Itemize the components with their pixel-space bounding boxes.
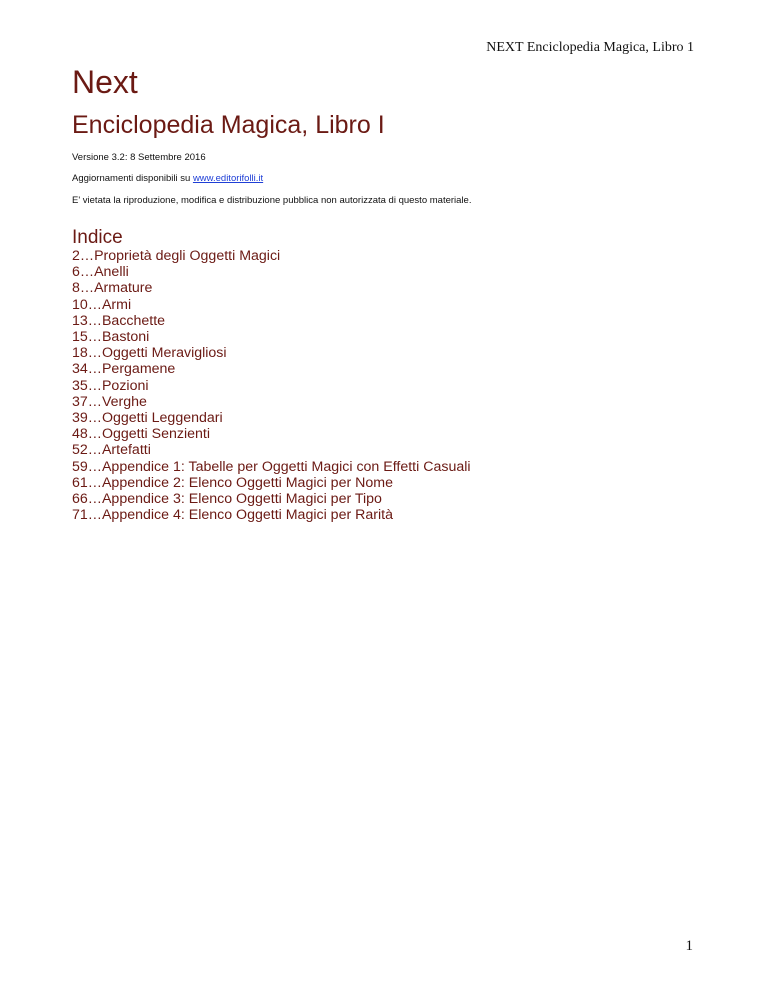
toc-entry[interactable]: [72, 426, 471, 442]
toc-entry-sep: …: [87, 329, 102, 346]
toc-entry-page: 18: [72, 345, 88, 362]
toc-entry-page: 13: [72, 312, 88, 329]
toc-entry-title: Appendice 4: Elenco Oggetti Magici per Rarità: [101, 507, 393, 524]
toc-entry-sep: …: [79, 248, 95, 264]
toc-entry[interactable]: [72, 394, 471, 410]
toc-entry-sep: …: [87, 442, 102, 459]
copyright-notice: E' vietata la riproduzione, modifica e distribuzione pubblica non autorizzata di questo materiale.: [72, 195, 472, 206]
toc-entry-sep: …: [87, 474, 102, 491]
toc-entry-title: Armi: [101, 296, 132, 313]
toc-entry-page: 39: [72, 410, 88, 427]
toc-entry-title: Anelli: [94, 264, 129, 281]
toc-entry-page: 34: [72, 361, 88, 378]
toc-entry-sep: …: [87, 458, 102, 475]
toc-entry-page: 66: [72, 491, 88, 508]
toc-entry[interactable]: [72, 361, 471, 377]
version-line: Versione 3.2: 8 Settembre 2016: [72, 152, 206, 163]
toc-entry-page: 8: [72, 280, 80, 297]
toc-entry-title: Armature: [94, 280, 153, 297]
toc-entry-page: 71: [72, 507, 88, 524]
toc-entry-title: Proprietà degli Oggetti Magici: [94, 248, 281, 264]
toc-entry-title: Oggetti Leggendari: [101, 410, 223, 427]
toc-entry-sep: …: [87, 410, 102, 427]
toc-entry-page: 61: [72, 474, 88, 491]
index-heading: Indice: [72, 227, 123, 248]
toc-entry-title: Oggetti Senzienti: [101, 426, 211, 443]
toc-entry-title: Appendice 3: Elenco Oggetti Magici per Tipo: [101, 491, 382, 508]
toc-entry-title: Appendice 2: Elenco Oggetti Magici per Nome: [101, 474, 393, 491]
toc-entry-sep: …: [79, 264, 95, 281]
toc-entry-sep: …: [87, 377, 102, 394]
document-subtitle: Enciclopedia Magica, Libro I: [72, 111, 385, 139]
toc-entry-title: Appendice 1: Tabelle per Oggetti Magici con Effetti Casuali: [101, 458, 471, 475]
toc-entry[interactable]: [72, 442, 471, 458]
updates-text: Aggiornamenti disponibili su: [72, 173, 193, 184]
toc-entry-title: Bacchette: [101, 312, 166, 329]
page-number: 1: [685, 938, 693, 954]
toc-entry-sep: …: [87, 393, 102, 410]
toc-entry[interactable]: [72, 345, 471, 361]
toc-entry-sep: …: [87, 507, 102, 524]
toc-entry[interactable]: [72, 264, 471, 280]
toc-entry[interactable]: [72, 313, 471, 329]
toc-entry[interactable]: [72, 297, 471, 313]
toc-entry-sep: …: [87, 296, 102, 313]
toc-entry[interactable]: [72, 410, 471, 426]
toc-entry-page: 52: [72, 442, 88, 459]
toc-entry-page: 2: [72, 248, 80, 264]
toc-entry-page: 59: [72, 458, 88, 475]
toc-entry[interactable]: [72, 491, 471, 507]
toc-entry-page: 35: [72, 377, 88, 394]
toc-entry-sep: …: [87, 361, 102, 378]
toc-entry-page: 15: [72, 329, 88, 346]
toc-entry[interactable]: [72, 475, 471, 491]
document-title: Next: [72, 64, 138, 100]
toc-entry-page: 10: [72, 296, 88, 313]
toc-entry-sep: …: [87, 491, 102, 508]
table-of-contents: [72, 248, 471, 523]
running-header: NEXT Enciclopedia Magica, Libro 1: [486, 40, 694, 55]
toc-entry-sep: …: [87, 426, 102, 443]
toc-entry-title: Verghe: [101, 393, 147, 410]
toc-entry-sep: …: [87, 312, 102, 329]
toc-entry[interactable]: [72, 459, 471, 475]
toc-entry-title: Pozioni: [101, 377, 149, 394]
updates-line: [72, 173, 263, 185]
updates-link[interactable]: www.editorifolli.it: [192, 173, 264, 184]
toc-entry[interactable]: [72, 507, 471, 523]
toc-entry[interactable]: [72, 248, 471, 264]
toc-entry-title: Pergamene: [101, 361, 176, 378]
toc-entry-page: 48: [72, 426, 88, 443]
toc-entry-title: Artefatti: [101, 442, 151, 459]
toc-entry[interactable]: [72, 378, 471, 394]
toc-entry-page: 37: [72, 393, 88, 410]
toc-entry-sep: …: [87, 345, 102, 362]
toc-entry-sep: …: [79, 280, 95, 297]
toc-entry[interactable]: [72, 280, 471, 296]
toc-entry-page: 6: [72, 264, 80, 281]
toc-entry-title: Bastoni: [101, 329, 150, 346]
toc-entry-title: Oggetti Meravigliosi: [101, 345, 227, 362]
toc-entry[interactable]: [72, 329, 471, 345]
